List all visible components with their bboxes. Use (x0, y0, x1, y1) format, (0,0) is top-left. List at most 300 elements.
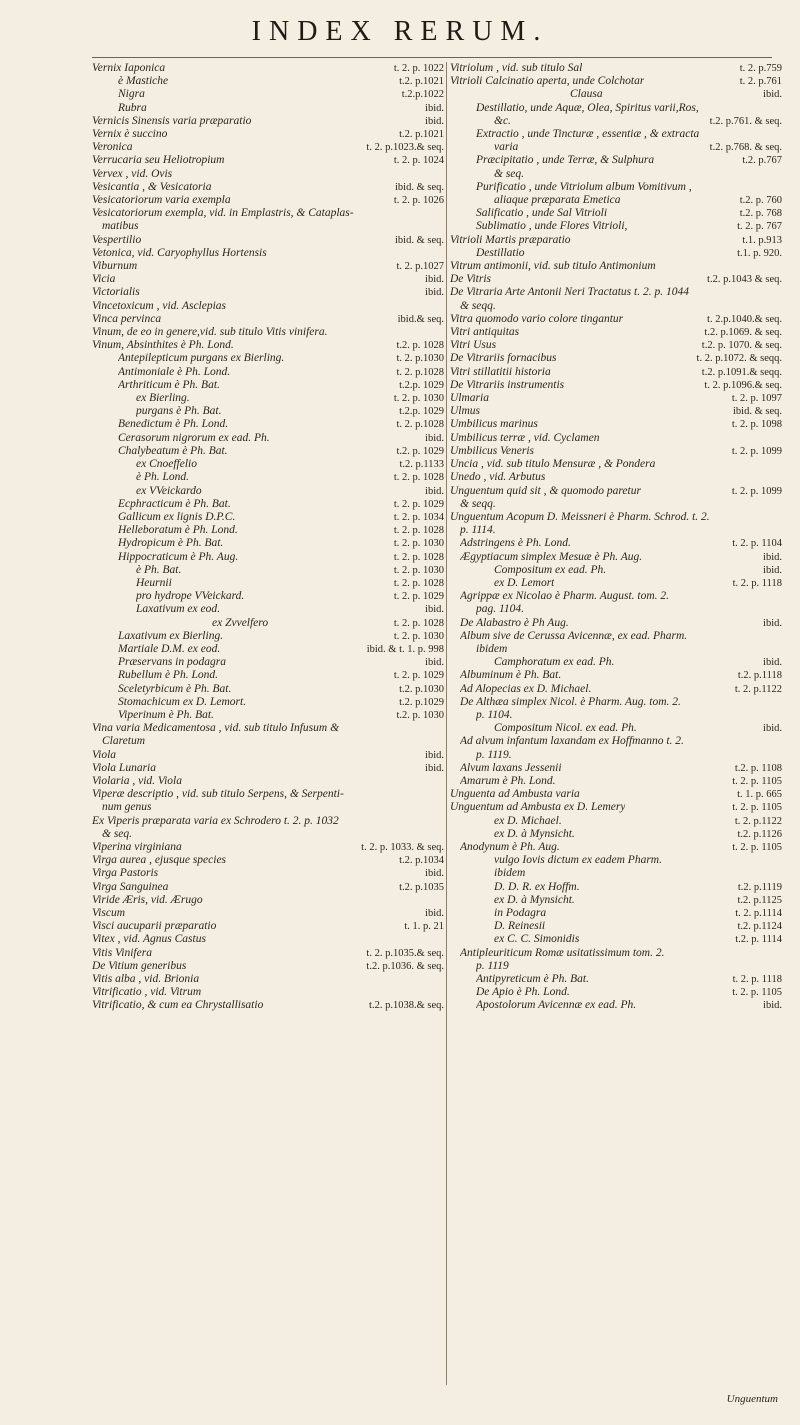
entry-term: p. 1114. (460, 524, 496, 537)
index-entry (92, 88, 444, 101)
entry-term: Benedictum è Ph. Lond. (118, 418, 229, 431)
index-entry (92, 485, 444, 498)
entry-term: Cerasorum nigrorum ex ead. Ph. (118, 431, 270, 444)
entry-reference: t.2. p.1038.& seq. (369, 1000, 444, 1012)
entry-reference: t.2. p. 1114 (735, 934, 782, 946)
entry-term: purgans è Ph. Bat. (136, 405, 222, 418)
index-entry (450, 867, 782, 880)
entry-term: Ad Alopecias ex D. Michael. (460, 682, 592, 695)
entry-term: Viperinum è Ph. Bat. (118, 708, 214, 721)
entry-term: Alvum laxans Jessenii (460, 761, 562, 774)
entry-term: Claretum (102, 735, 146, 748)
entry-reference: t. 2. p. 1030 (393, 538, 444, 550)
entry-reference: ibid. (425, 485, 444, 497)
index-entry (450, 551, 782, 564)
entry-term: Antimoniale è Ph. Lond. (118, 365, 231, 378)
index-entry (450, 207, 782, 220)
index-entry (450, 696, 782, 709)
entry-reference: ibid. (763, 723, 782, 735)
entry-reference: ibid. & seq. (395, 234, 444, 246)
index-entry (92, 986, 444, 999)
index-entry (450, 788, 782, 801)
index-entry (450, 458, 782, 471)
index-entry (92, 154, 444, 167)
entry-reference: t. 2. p.761 (739, 76, 782, 88)
entry-term: Verrucaria seu Heliotropium (92, 154, 225, 167)
entry-term: Ægyptiacum simplex Mesuæ è Ph. Aug. (460, 550, 643, 563)
entry-reference: t.2. p.1125 (737, 894, 782, 906)
index-entry (450, 524, 782, 537)
index-entry (92, 432, 444, 445)
entry-reference: t. 2. p. 767 (737, 221, 782, 233)
index-entry (92, 115, 444, 128)
index-entry (450, 564, 782, 577)
entry-term: Vitri Usus (450, 339, 497, 352)
index-entry (92, 630, 444, 643)
index-entry (450, 286, 782, 299)
index-entry (92, 300, 444, 313)
index-entry (450, 300, 782, 313)
index-entry (92, 511, 444, 524)
index-entry (450, 128, 782, 141)
index-entry (92, 273, 444, 286)
index-entry (92, 709, 444, 722)
entry-reference: t.2. p.761. & seq. (709, 115, 782, 127)
entry-term: Nigra (118, 88, 145, 101)
entry-term: & seqq. (460, 497, 496, 510)
entry-term: Amarum è Ph. Lond. (460, 774, 556, 787)
entry-reference: t.2. p.1029 (399, 696, 444, 708)
index-entry (92, 656, 444, 669)
index-entry (450, 815, 782, 828)
index-entry (92, 326, 444, 339)
index-entry (92, 603, 444, 616)
entry-term: Camphoratum ex ead. Ph. (494, 656, 615, 669)
entry-term: Victorialis (92, 286, 140, 299)
entry-term: Ulmus (450, 405, 481, 418)
index-entry (92, 735, 444, 748)
index-entry (450, 141, 782, 154)
entry-term: Vicia (92, 273, 116, 286)
entry-term: Adstringens è Ph. Lond. (460, 537, 571, 550)
index-entry (450, 313, 782, 326)
entry-term: Vina varia Medicamentosa , vid. sub titulo Infusum & (92, 722, 340, 735)
index-entry (92, 722, 444, 735)
entry-term: Vernicis Sinensis varia præparatio (92, 114, 252, 127)
entry-reference: t. 2. p. 1105 (732, 775, 782, 787)
entry-term: Vitrificatio, & cum ea Chrystallisatio (92, 999, 264, 1012)
index-entry (92, 960, 444, 973)
entry-term: Antipleuriticum Romæ usitatissimum tom. 2. (460, 946, 665, 959)
entry-term: Unguenta ad Ambusta varia (450, 788, 580, 801)
index-entry (92, 379, 444, 392)
entry-term: Violaria , vid. Viola (92, 774, 182, 787)
index-entry (450, 683, 782, 696)
index-entry (92, 537, 444, 550)
entry-term: Virga Pastoris (92, 867, 159, 880)
index-entry (92, 894, 444, 907)
entry-reference: t.2.p. 1029 (399, 379, 444, 391)
entry-term: De Alabastro è Ph Aug. (460, 616, 569, 629)
index-entry (450, 247, 782, 260)
entry-term: ex C. C. Simonidis (494, 933, 580, 946)
index-entry (450, 735, 782, 748)
entry-reference: t. 2. p. 1118 (732, 577, 782, 589)
index-entry (92, 749, 444, 762)
index-entry (92, 907, 444, 920)
entry-term: Vitis Vinifera (92, 946, 152, 959)
entry-term: &c. (494, 114, 511, 127)
entry-term: Umbilicus terræ , vid. Cyclamen (450, 431, 600, 444)
entry-term: Vernix è succino (92, 128, 168, 141)
index-entry (92, 445, 444, 458)
entry-reference: t.1. p.913 (742, 234, 782, 246)
entry-reference: t. 2. p. 1097 (731, 393, 782, 405)
entry-term: Vitrioli Calcinatio aperta, unde Colchotar (450, 75, 645, 88)
index-entry (450, 617, 782, 630)
entry-term: Stomachicum ex D. Lemort. (118, 695, 247, 708)
index-entry (450, 168, 782, 181)
entry-term: Destillatio (476, 246, 525, 259)
index-entry (450, 603, 782, 616)
entry-reference: t. 2. p. 1099 (731, 485, 782, 497)
index-entry (92, 313, 444, 326)
index-entry (450, 366, 782, 379)
entry-reference: ibid. (763, 89, 782, 101)
entry-term: Unguentum Acopum D. Meissneri è Pharm. Schrod. t. 2. (450, 510, 710, 523)
entry-reference: t. 2. p. 1104 (732, 538, 782, 550)
entry-reference: t. 2. p. 1105 (732, 841, 782, 853)
index-entry (450, 907, 782, 920)
entry-reference: t. 2. p.1096.& seq. (704, 379, 782, 391)
index-entry (450, 881, 782, 894)
entry-term: Visci aucuparii præparatio (92, 920, 217, 933)
entry-reference: t. 2. p.1122 (734, 815, 782, 827)
index-entry (92, 590, 444, 603)
entry-reference: t. 2. p. 1026 (393, 195, 444, 207)
catchword: Unguentum (726, 1393, 778, 1405)
entry-term: De Apio è Ph. Lond. (476, 986, 570, 999)
entry-term: vulgo Iovis dictum ex eadem Pharm. (494, 854, 662, 867)
entry-term: Vitri antiquitas (450, 326, 520, 339)
index-entry (450, 260, 782, 273)
index-entry (450, 947, 782, 960)
entry-term: Vitriolum , vid. sub titulo Sal (450, 62, 583, 74)
column-divider (446, 62, 447, 1385)
entry-reference: t. 2. p. 1033. & seq. (361, 841, 444, 853)
index-entry (92, 643, 444, 656)
entry-reference: ibid. (763, 551, 782, 563)
entry-reference: t.2. p.1035 (399, 881, 444, 893)
entry-reference: t.2. p.1069. & seq. (704, 327, 782, 339)
entry-reference: ibid. (425, 604, 444, 616)
entry-reference: ibid. (763, 564, 782, 576)
index-entry (450, 392, 782, 405)
index-entry (92, 194, 444, 207)
index-entry (450, 537, 782, 550)
index-entry (92, 286, 444, 299)
entry-term: pro hydrope VVeickard. (136, 590, 245, 603)
entry-term: Viola Lunaria (92, 761, 157, 774)
entry-reference: t. 2. p. 1029 (393, 670, 444, 682)
entry-reference: t.2. p.1021 (399, 76, 444, 88)
entry-term: Virga aurea , ejusque species (92, 854, 227, 867)
index-entry (92, 696, 444, 709)
entry-term: Vitrioli Martis præparatio (450, 233, 571, 246)
index-entry (92, 815, 444, 828)
entry-reference: ibid. (425, 115, 444, 127)
entry-term: Vitrum antimonii, vid. sub titulo Antimonium (450, 260, 656, 273)
entry-term: varia (494, 141, 519, 154)
entry-term: & seq. (102, 827, 133, 840)
entry-term: Vervex , vid. Ovis (92, 167, 173, 180)
index-entry (92, 788, 444, 801)
entry-reference: t.2. p. 1030 (396, 709, 444, 721)
entry-term: p. 1104. (476, 708, 513, 721)
entry-term: ex D. Michael. (494, 814, 562, 827)
entry-reference: ibid. (425, 908, 444, 919)
index-entry (92, 801, 444, 814)
page-header: INDEX RERUM. (251, 16, 549, 47)
entry-term: Ex Viperis præparata varia ex Schrodero t. 2. p. 1032 (92, 814, 339, 827)
entry-reference: ibid.& seq. (397, 313, 444, 325)
index-entry (92, 973, 444, 986)
entry-reference: t.2. p.1091.& seqq. (701, 366, 782, 378)
entry-term: Gallicum ex lignis D.P.C. (118, 510, 236, 523)
entry-term: De Vitris (450, 273, 491, 286)
entry-term: Rubra (118, 101, 147, 114)
index-entry (450, 986, 782, 999)
entry-term: ibidem (476, 642, 508, 655)
entry-reference: ibid. (763, 617, 782, 629)
index-entry (450, 775, 782, 788)
index-entry (92, 141, 444, 154)
entry-reference: t.2. p.1126 (737, 828, 782, 840)
entry-term: Umbilicus marinus (450, 418, 538, 431)
entry-reference: t. 2. p. 1099 (731, 445, 782, 457)
index-entry (92, 947, 444, 960)
entry-reference: ibid. (425, 762, 444, 774)
entry-term: Viride Æris, vid. Ærugo (92, 893, 203, 906)
entry-term: ex VVeickardo (136, 484, 202, 497)
left-column (92, 62, 444, 1385)
index-entry (92, 220, 444, 233)
entry-reference: t. 2. p. 1028 (393, 577, 444, 589)
index-entry (450, 405, 782, 418)
entry-term: aliaque præparata Emetica (494, 194, 621, 207)
entry-term: Vetonica, vid. Caryophyllus Hortensis (92, 246, 267, 259)
entry-reference: ibid. & seq. (733, 406, 782, 418)
entry-term: pag. 1104. (476, 603, 525, 616)
entry-term: Vincetoxicum , vid. Asclepias (92, 299, 227, 312)
index-entry (92, 775, 444, 788)
entry-term: Viperæ descriptio , vid. sub titulo Serpens, & Serpenti- (92, 788, 344, 801)
index-entry (450, 194, 782, 207)
index-entry (92, 207, 444, 220)
entry-term: Chalybeatum è Ph. Bat. (118, 444, 228, 457)
entry-term: Ulmaria (450, 392, 489, 405)
index-entry (450, 511, 782, 524)
entry-reference: ibid. & t. 1. p. 998 (366, 643, 444, 655)
entry-reference: t. 2. p.1027 (396, 261, 444, 273)
entry-reference: t.2. p.1118 (737, 670, 782, 682)
index-entry (92, 181, 444, 194)
entry-reference: ibid. (425, 287, 444, 299)
entry-term: Vinum, Absinthites è Ph. Lond. (92, 339, 234, 352)
index-entry (450, 102, 782, 115)
entry-reference: ibid. (425, 868, 444, 880)
entry-reference: ibid. (425, 102, 444, 114)
index-entry (92, 683, 444, 696)
entry-reference: ibid. (425, 749, 444, 761)
entry-reference: t. 2. p. 1028 (393, 525, 444, 537)
entry-term: Vitra quomodo vario colore tingantur (450, 312, 624, 325)
entry-term: Heurnii (136, 576, 172, 589)
entry-term: ex D. à Mynsicht. (494, 893, 575, 906)
index-entry (450, 75, 782, 88)
index-entry (450, 933, 782, 946)
entry-reference: t. 2. p.1023.& seq. (366, 142, 444, 154)
entry-term: Unedo , vid. Arbutus (450, 471, 546, 484)
index-entry (92, 352, 444, 365)
index-entry (450, 339, 782, 352)
entry-reference: ibid. (763, 1000, 782, 1012)
entry-term: Hippocraticum è Ph. Aug. (118, 550, 239, 563)
entry-reference: t. 1. p. 21 (404, 921, 444, 933)
index-entry (450, 326, 782, 339)
index-entry (450, 841, 782, 854)
entry-reference: t.2. p. 768 (739, 208, 782, 220)
index-entry (450, 220, 782, 233)
index-entry (92, 339, 444, 352)
entry-term: num genus (102, 801, 152, 814)
entry-term: Hydropicum è Ph. Bat. (118, 537, 224, 550)
entry-term: Uncia , vid. sub titulo Mensuræ , & Pondera (450, 458, 656, 471)
index-entry (450, 749, 782, 762)
entry-term: Agrippæ ex Nicolao è Pharm. August. tom. 2. (460, 590, 670, 603)
index-entry (450, 920, 782, 933)
entry-reference: t.2. p.1036. & seq. (366, 960, 444, 972)
entry-reference: t.2. p.1133 (399, 459, 444, 471)
entry-term: è Ph. Lond. (136, 471, 190, 484)
entry-term: ex Bierling. (136, 392, 190, 405)
index-entry (450, 577, 782, 590)
entry-term: Vitrificatio , vid. Vitrum (92, 986, 202, 999)
index-entry (450, 999, 782, 1012)
entry-term: Salificatio , unde Sal Vitrioli (476, 207, 608, 220)
entry-term: Vesicatoriorum exempla, vid. in Emplastris, & Cataplas- (92, 207, 354, 220)
entry-term: Helleboratum è Ph. Lond. (118, 524, 238, 537)
index-entry (450, 445, 782, 458)
index-entry (450, 485, 782, 498)
index-entry (450, 762, 782, 775)
index-entry (450, 894, 782, 907)
entry-term: Martiale D.M. ex eod. (118, 642, 221, 655)
index-entry (92, 854, 444, 867)
entry-term: De Vitium generibus (92, 959, 187, 972)
entry-reference: ibid. & seq. (395, 181, 444, 193)
index-entry (92, 933, 444, 946)
index-entry (450, 379, 782, 392)
entry-reference: t. 2. p.1072. & seqq. (696, 353, 782, 365)
entry-term: è Ph. Bat. (136, 563, 182, 576)
index-entry (92, 617, 444, 630)
entry-reference: t. 2. p.759 (739, 63, 782, 74)
index-entry (450, 960, 782, 973)
index-entry (450, 432, 782, 445)
index-entry (92, 234, 444, 247)
entry-term: Vitex , vid. Agnus Castus (92, 933, 206, 946)
entry-term: Laxativum ex Bierling. (118, 629, 224, 642)
entry-term: Compositum ex ead. Ph. (494, 563, 607, 576)
index-entry (450, 352, 782, 365)
entry-reference: t.2. p.1034 (399, 855, 444, 867)
entry-term: Vesicatoriorum varia exempla (92, 194, 231, 207)
entry-term: Antepilepticum purgans ex Bierling. (118, 352, 285, 365)
entry-term: De Vitrariis instrumentis (450, 378, 565, 391)
entry-term: De Vitrariis fornacibus (450, 352, 557, 365)
entry-term: Viperina virginiana (92, 840, 182, 853)
entry-reference: t. 2. p. 1022 (393, 63, 444, 74)
entry-reference: t. 2. p. 1098 (731, 419, 782, 431)
entry-reference: t. 2. p. 1029 (393, 498, 444, 510)
index-entry (92, 524, 444, 537)
index-entry (450, 498, 782, 511)
entry-term: ex Cnoeffelio (136, 458, 197, 471)
entry-term: Virga Sanguinea (92, 880, 169, 893)
entry-term: Antipyreticum è Ph. Bat. (476, 973, 589, 986)
entry-term: p. 1119. (476, 748, 512, 761)
entry-term: Apostolorum Avicennæ ex ead. Ph. (476, 999, 637, 1012)
entry-reference: t.2. p.1043 & seq. (707, 274, 782, 286)
entry-term: ex D. à Mynsicht. (494, 827, 575, 840)
entry-reference: t. 2. p. 1024 (393, 155, 444, 167)
entry-reference: t.1. p. 920. (737, 247, 782, 259)
entry-term: in Podagra (494, 907, 547, 919)
entry-term: Umbilicus Veneris (450, 444, 535, 457)
entry-term: Compositum Nicol. ex ead. Ph. (494, 722, 637, 735)
entry-reference: ibid. (425, 657, 444, 669)
index-entry (450, 471, 782, 484)
index-entry (92, 128, 444, 141)
entry-term: Vesicantia , & Vesicatoria (92, 180, 212, 193)
entry-term: Laxativum ex eod. (136, 603, 220, 616)
entry-reference: ibid. (763, 657, 782, 669)
index-entry (92, 102, 444, 115)
entry-reference: t.2.p.1022 (401, 89, 444, 101)
entry-term: matibus (102, 220, 139, 233)
index-entry (450, 418, 782, 431)
entry-reference: t. 2. p.1030 (396, 353, 444, 365)
entry-reference: t. 2. p.1035.& seq. (366, 947, 444, 959)
entry-reference: t. 1. p. 665 (737, 789, 782, 801)
entry-term: Vespertilio (92, 233, 142, 246)
index-entry (92, 762, 444, 775)
entry-term: D. D. R. ex Hoffm. (494, 880, 580, 893)
index-entry (92, 999, 444, 1012)
entry-reference: t. 2. p. 1105 (732, 802, 782, 814)
entry-reference: t.2. p. 760 (739, 195, 782, 207)
entry-reference: t.2. p.1030 (399, 683, 444, 695)
index-entry (92, 247, 444, 260)
index-entry (450, 234, 782, 247)
entry-reference: t. 2. p. 1029 (393, 591, 444, 603)
entry-term: ibidem (494, 867, 526, 880)
entry-reference: t.2. p. 1108 (734, 762, 782, 774)
right-column (450, 62, 782, 1385)
index-entry (450, 801, 782, 814)
index-entry (450, 709, 782, 722)
